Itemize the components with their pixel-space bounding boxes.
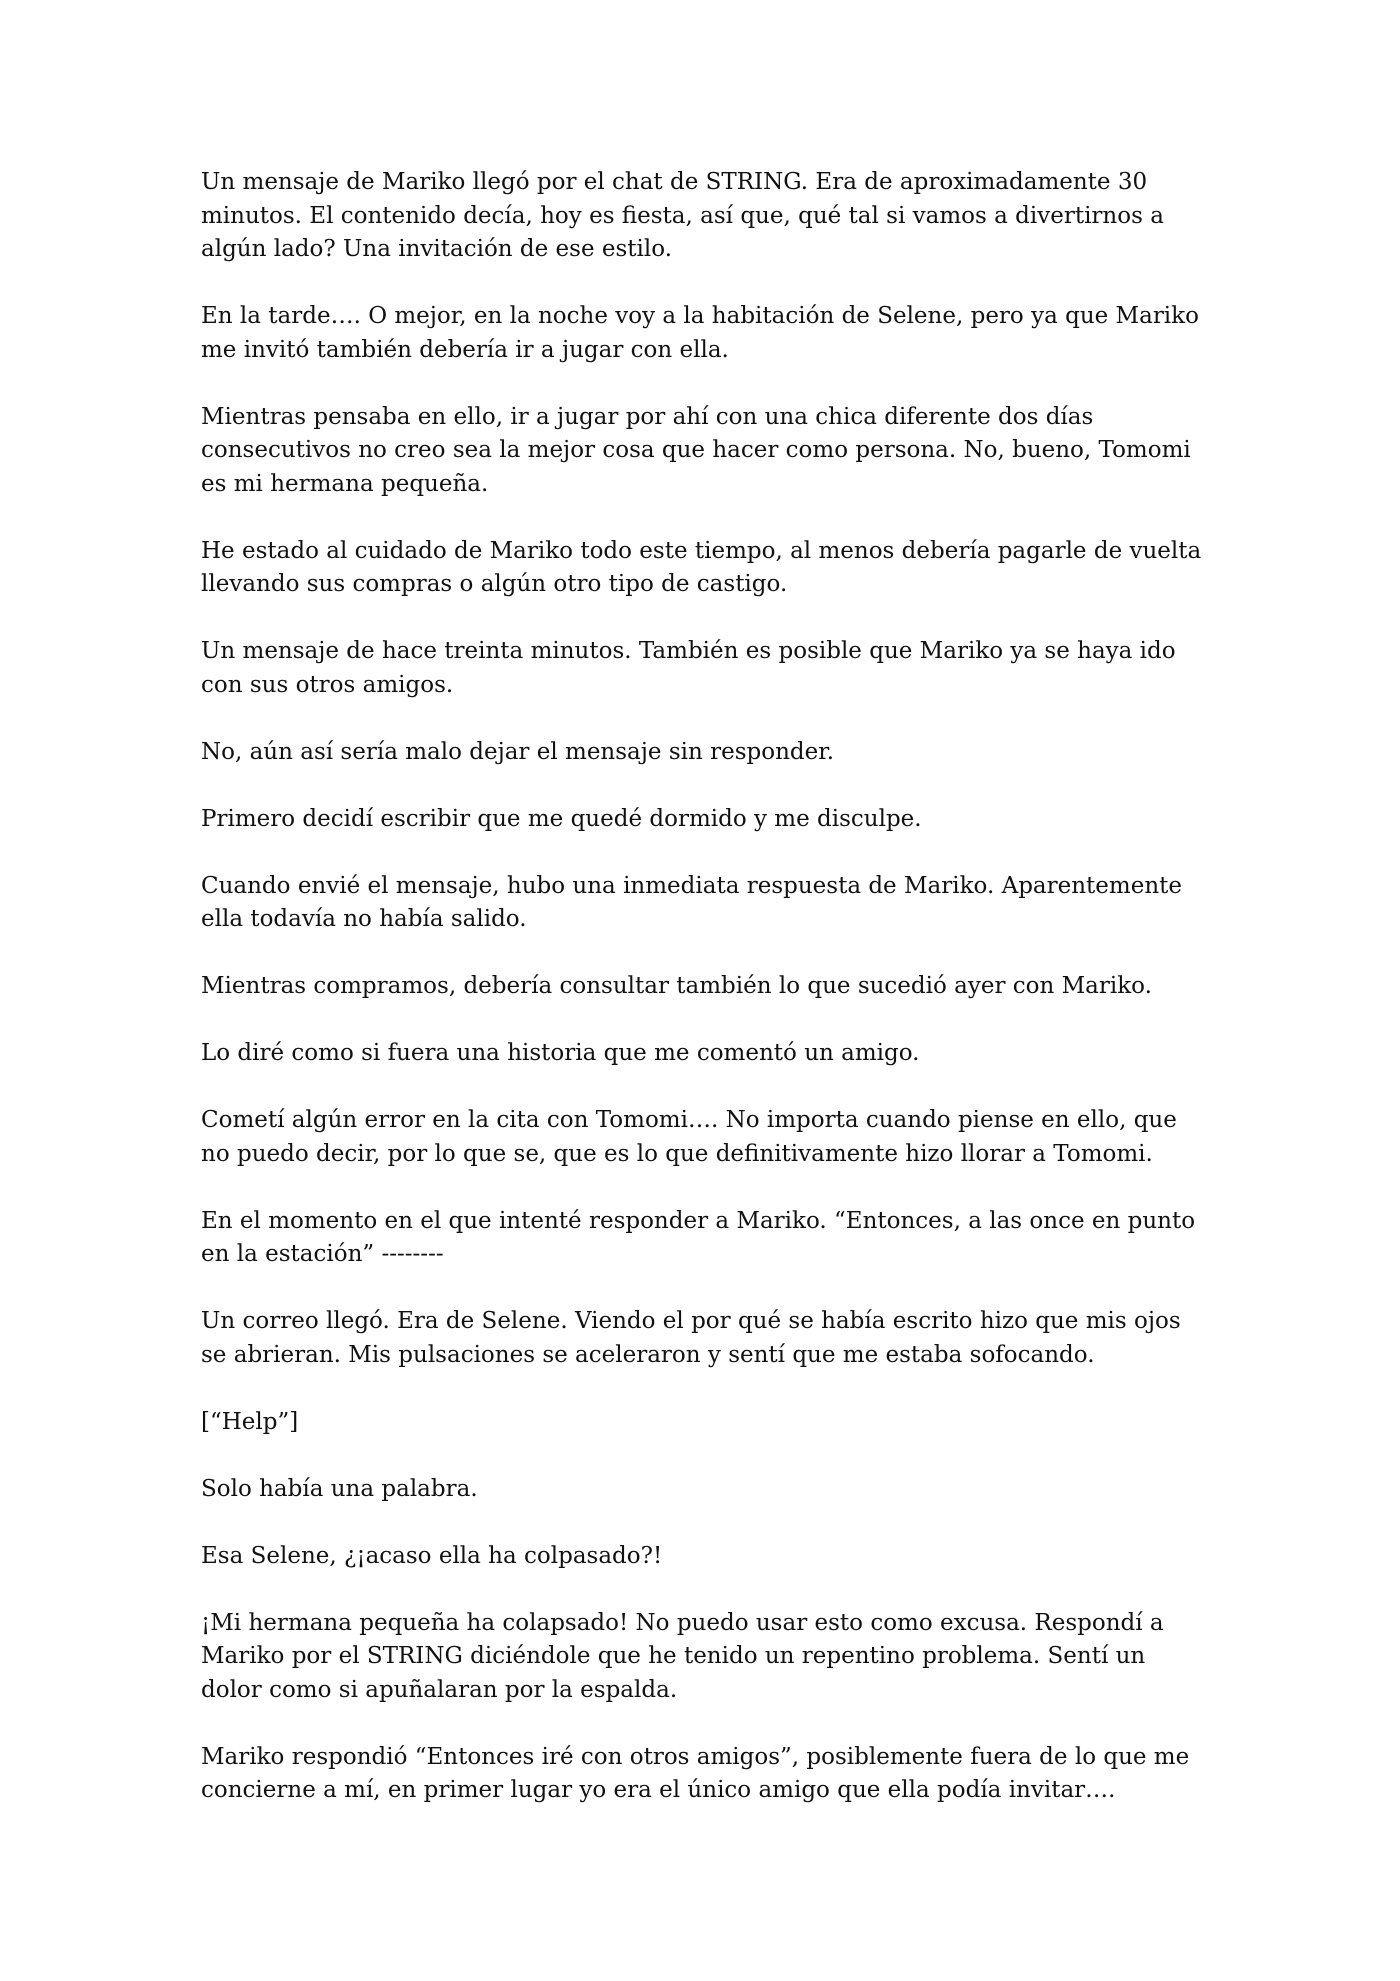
paragraph-12: En el momento en el que intenté responder a Mariko. “Entonces, a las once en punto en la estación” --------	[201, 1207, 1196, 1267]
paragraph-9: Mientras compramos, debería consultar también lo que sucedió ayer con Mariko.	[201, 973, 1152, 999]
paragraph-16: Esa Selene, ¿¡acaso ella ha colpasado?!	[201, 1542, 663, 1569]
paragraph-8: Cuando envié el mensaje, hubo una inmediata respuesta de Mariko. Aparentemente ella todavía no había salido.	[201, 872, 1183, 932]
document-body	[201, 166, 1211, 1841]
paragraph-18: Mariko respondió “Entonces iré con otros amigos”, posiblemente fuera de lo que me concierne a mí, en primer lugar yo era el único amigo que ella podía invitar….	[201, 1743, 1190, 1803]
paragraph-2: En la tarde…. O mejor, en la noche voy a la habitación de Selene, pero ya que Mariko me invitó también debería ir a jugar con ella.	[201, 303, 1199, 363]
paragraph-3: Mientras pensaba en ello, ir a jugar por ahí con una chica diferente dos días consecutivos no creo sea la mejor cosa que hacer como persona. No, bueno, Tomomi es mi hermana pequeña.	[201, 403, 1191, 497]
paragraph-11: Cometí algún error en la cita con Tomomi…. No importa cuando piense en ello, que no puedo decir, por lo que se, que es lo que definitivamente hizo llorar a Tomomi.	[201, 1107, 1177, 1167]
paragraph-14: [“Help”]	[201, 1408, 299, 1435]
paragraph-4: He estado al cuidado de Mariko todo este tiempo, al menos debería pagarle de vuelta llevando sus compras o algún otro tipo de castigo.	[201, 537, 1202, 597]
paragraph-5: Un mensaje de hace treinta minutos. También es posible que Mariko ya se haya ido con sus otros amigos.	[201, 638, 1176, 698]
paragraph-6: No, aún así sería malo dejar el mensaje sin responder.	[201, 738, 835, 765]
paragraph-17: ¡Mi hermana pequeña ha colapsado! No puedo usar esto como excusa. Respondí a Mariko por el STRING diciéndole que he tenido un repentino problema. Sentí un dolor como si apuñalaran por la espalda.	[201, 1609, 1164, 1703]
paragraph-13: Un correo llegó. Era de Selene. Viendo el por qué se había escrito hizo que mis ojos se abrieran. Mis pulsaciones se aceleraron y sentí que me estaba sofocando.	[201, 1308, 1181, 1368]
paragraph-1: Un mensaje de Mariko llegó por el chat de STRING. Era de aproximadamente 30 minutos. El contenido decía, hoy es fiesta, así que, qué tal si vamos a divertirnos a algún lado? Una invitación de ese estilo.	[201, 169, 1164, 262]
paragraph-15: Solo había una palabra.	[201, 1475, 478, 1502]
paragraph-7: Primero decidí escribir que me quedé dormido y me disculpe.	[201, 805, 922, 832]
paragraph-10: Lo diré como si fuera una historia que me comentó un amigo.	[201, 1040, 920, 1066]
